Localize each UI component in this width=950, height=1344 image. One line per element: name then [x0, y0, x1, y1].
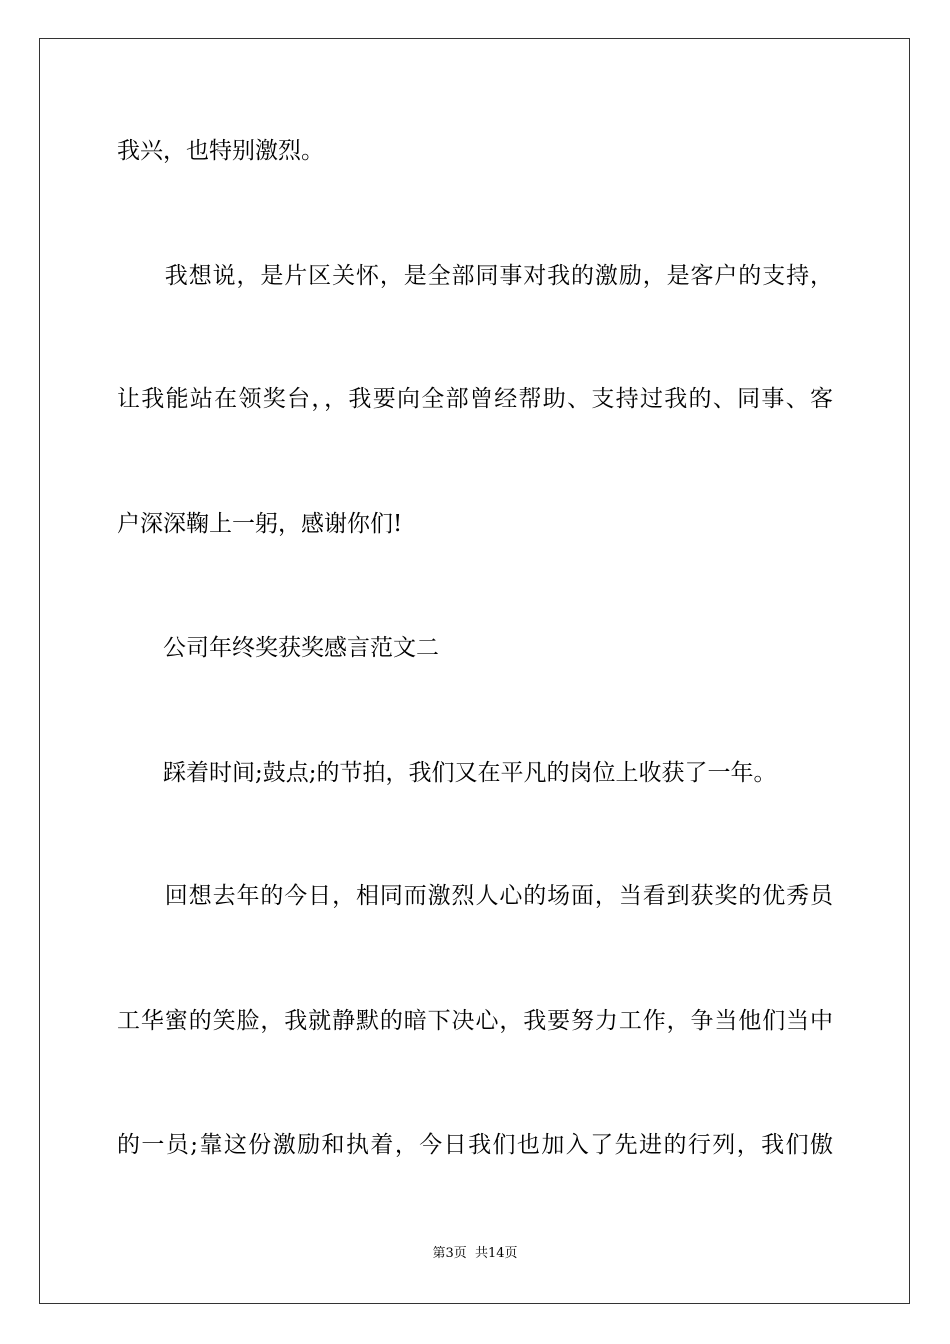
text-line: 的一员;靠这份激励和执着，今日我们也加入了先进的行列，我们傲 [117, 1132, 833, 1158]
page-number: 第3页 [432, 1246, 467, 1261]
page-footer [0, 1245, 950, 1263]
text-line: 户深深鞠上一躬，感谢你们! [117, 511, 403, 537]
text-line: 让我能站在领奖台，，我要向全部曾经帮助、支持过我的、同事、客 [117, 386, 833, 412]
text-line: 回想去年的今日，相同而激烈人心的场面，当看到获奖的优秀员 [117, 883, 833, 909]
section-heading: 公司年终奖获奖感言范文二 [117, 635, 439, 661]
text-line: 我兴，也特别激烈。 [117, 138, 324, 164]
text-line: 踩着时间;鼓点;的节拍，我们又在平凡的岗位上收获了一年。 [117, 760, 777, 786]
page-total: 共14页 [474, 1246, 518, 1261]
text-line: 我想说，是片区关怀，是全部同事对我的激励，是客户的支持， [117, 263, 833, 289]
text-line: 工华蜜的笑脸，我就静默的暗下决心，我要努力工作，争当他们当中 [117, 1008, 833, 1034]
page-frame [39, 38, 910, 1304]
